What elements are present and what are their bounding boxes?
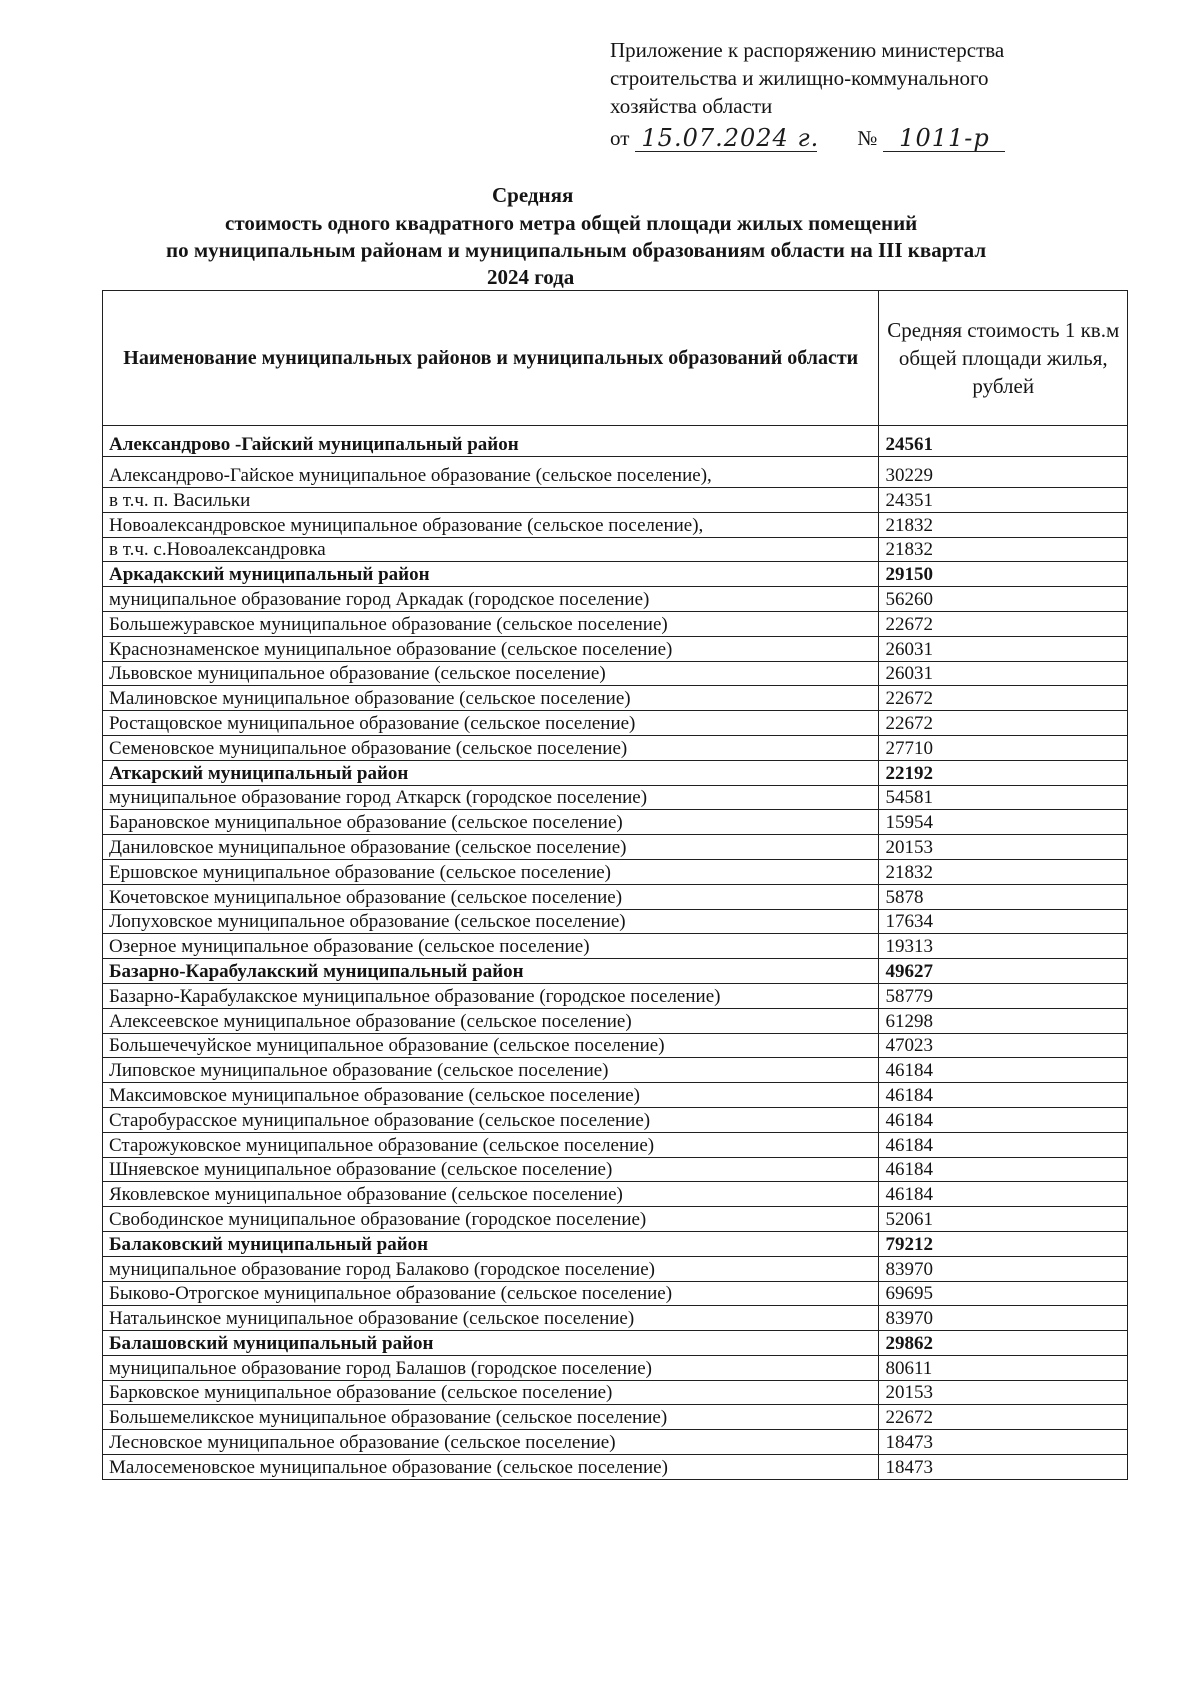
row-name-cell: Семеновское муниципальное образование (сельское поселение) [103,735,879,760]
table-row [103,1207,1128,1232]
row-value-cell: 24351 [879,488,1128,513]
table-row-district [103,426,1128,457]
table-row [103,1083,1128,1108]
table-row [103,983,1128,1008]
row-value-cell: 29862 [879,1331,1128,1356]
row-name-cell: Балаковский муниципальный район [103,1231,879,1256]
row-value-cell: 19313 [879,934,1128,959]
number-label: № [857,126,878,150]
table-body [103,426,1128,1480]
table-row [103,636,1128,661]
table-row [103,661,1128,686]
row-name-cell: Базарно-Карабулакское муниципальное образование (городское поселение) [103,983,879,1008]
table-row [103,884,1128,909]
row-name-cell: Малосеменовское муниципальное образование (сельское поселение) [103,1455,879,1480]
row-name-cell: Большежуравское муниципальное образование (сельское поселение) [103,611,879,636]
row-name-cell: Аткарский муниципальный район [103,760,879,785]
row-value-cell: 46184 [879,1182,1128,1207]
row-name-cell: Алексеевское муниципальное образование (сельское поселение) [103,1008,879,1033]
table-row-district [103,1231,1128,1256]
row-value-cell: 27710 [879,735,1128,760]
header-name-column: Наименование муниципальных районов и муниципальных образований области [103,291,879,426]
row-value-cell: 69695 [879,1281,1128,1306]
row-value-cell: 22672 [879,611,1128,636]
table-row [103,537,1128,562]
table-row [103,909,1128,934]
table-row-district [103,959,1128,984]
table-row [103,512,1128,537]
row-name-cell: Свободинское муниципальное образование (городское поселение) [103,1207,879,1232]
row-name-cell: Максимовское муниципальное образование (сельское поселение) [103,1083,879,1108]
row-value-cell: 30229 [879,457,1128,488]
table-row [103,1107,1128,1132]
row-name-cell: Большечечуйское муниципальное образование (сельское поселение) [103,1033,879,1058]
row-name-cell: муниципальное образование город Балаково (городское поселение) [103,1256,879,1281]
row-name-cell: в т.ч. п. Васильки [103,488,879,513]
table-row [103,587,1128,612]
row-value-cell: 22672 [879,686,1128,711]
row-name-cell: муниципальное образование город Аркадак (городское поселение) [103,587,879,612]
row-value-cell: 15954 [879,810,1128,835]
row-value-cell: 18473 [879,1455,1128,1480]
table-header-row [103,291,1128,426]
table-row [103,934,1128,959]
row-name-cell: Ростащовское муниципальное образование (сельское поселение) [103,711,879,736]
row-name-cell: Липовское муниципальное образование (сельское поселение) [103,1058,879,1083]
annex-line-3: хозяйства области [610,94,773,118]
row-name-cell: Львовское муниципальное образование (сельское поселение) [103,661,879,686]
row-value-cell: 49627 [879,959,1128,984]
table-row [103,1380,1128,1405]
row-value-cell: 83970 [879,1306,1128,1331]
row-name-cell: Большемеликское муниципальное образование (сельское поселение) [103,1405,879,1430]
row-value-cell: 54581 [879,785,1128,810]
annex-block [610,36,1130,152]
row-name-cell: Александрово-Гайское муниципальное образование (сельское поселение), [103,457,879,488]
row-name-cell: Аркадакский муниципальный район [103,562,879,587]
row-value-cell: 22192 [879,760,1128,785]
annex-line-1: Приложение к распоряжению министерства [610,38,1005,62]
row-name-cell: Ершовское муниципальное образование (сельское поселение) [103,859,879,884]
from-label: от [610,126,630,150]
row-value-cell: 47023 [879,1033,1128,1058]
row-name-cell: Лесновское муниципальное образование (сельское поселение) [103,1430,879,1455]
row-value-cell: 22672 [879,1405,1128,1430]
row-value-cell: 58779 [879,983,1128,1008]
row-value-cell: 26031 [879,661,1128,686]
row-value-cell: 24561 [879,426,1128,457]
table-row [103,1008,1128,1033]
row-value-cell: 46184 [879,1083,1128,1108]
table-row [103,686,1128,711]
row-name-cell: Озерное муниципальное образование (сельское поселение) [103,934,879,959]
table-row [103,735,1128,760]
row-name-cell: муниципальное образование город Балашов (городское поселение) [103,1355,879,1380]
row-name-cell: Старожуковское муниципальное образование (сельское поселение) [103,1132,879,1157]
row-value-cell: 5878 [879,884,1128,909]
header-value-column: Средняя стоимость 1 кв.м общей площади жилья, рублей [879,291,1128,426]
table-row [103,1256,1128,1281]
table-row [103,611,1128,636]
row-value-cell: 21832 [879,537,1128,562]
row-name-cell: Малиновское муниципальное образование (сельское поселение) [103,686,879,711]
row-name-cell: Лопуховское муниципальное образование (сельское поселение) [103,909,879,934]
cost-table [102,290,1128,1480]
row-name-cell: Даниловское муниципальное образование (сельское поселение) [103,835,879,860]
row-value-cell: 21832 [879,859,1128,884]
row-name-cell: Быково-Отрогское муниципальное образование (сельское поселение) [103,1281,879,1306]
handwritten-date: 15.07.2024 г. [635,125,817,152]
row-value-cell: 52061 [879,1207,1128,1232]
table-row [103,1132,1128,1157]
row-value-cell: 26031 [879,636,1128,661]
table-row [103,1430,1128,1455]
row-value-cell: 22672 [879,711,1128,736]
title-line-1: Средняя [492,183,574,207]
table-row [103,1306,1128,1331]
table-row-district [103,760,1128,785]
annex-date-number-line [610,124,1130,152]
table-row [103,711,1128,736]
title-line-2: стоимость одного квадратного метра общей площади жилых помещений [225,211,918,235]
row-name-cell: Александрово -Гайский муниципальный район [103,426,879,457]
table-row [103,1455,1128,1480]
row-value-cell: 56260 [879,587,1128,612]
row-name-cell: Натальинское муниципальное образование (сельское поселение) [103,1306,879,1331]
row-name-cell: Базарно-Карабулакский муниципальный район [103,959,879,984]
handwritten-number: 1011-р [883,125,1005,152]
row-name-cell: Кочетовское муниципальное образование (сельское поселение) [103,884,879,909]
row-name-cell: Новоалександровское муниципальное образование (сельское поселение), [103,512,879,537]
row-value-cell: 83970 [879,1256,1128,1281]
table-row [103,488,1128,513]
row-name-cell: Барковское муниципальное образование (сельское поселение) [103,1380,879,1405]
table-row [103,859,1128,884]
table-row [103,1058,1128,1083]
row-name-cell: Яковлевское муниципальное образование (сельское поселение) [103,1182,879,1207]
table-row [103,1182,1128,1207]
table-row [103,1157,1128,1182]
table-row [103,1033,1128,1058]
row-name-cell: Барановское муниципальное образование (сельское поселение) [103,810,879,835]
row-value-cell: 46184 [879,1157,1128,1182]
table-row [103,1405,1128,1430]
table-row [103,835,1128,860]
row-name-cell: Краснознаменское муниципальное образование (сельское поселение) [103,636,879,661]
row-value-cell: 20153 [879,835,1128,860]
table-row-district [103,562,1128,587]
table-row [103,1355,1128,1380]
row-value-cell: 17634 [879,909,1128,934]
row-value-cell: 46184 [879,1132,1128,1157]
row-name-cell: муниципальное образование город Аткарск (городское поселение) [103,785,879,810]
row-value-cell: 21832 [879,512,1128,537]
annex-line-2: строительства и жилищно-коммунального [610,66,989,90]
table-row [103,457,1128,488]
row-value-cell: 46184 [879,1107,1128,1132]
title-line-3: по муниципальным районам и муниципальным образованиям области на III квартал [166,238,987,262]
row-name-cell: Шняевское муниципальное образование (сельское поселение) [103,1157,879,1182]
row-value-cell: 20153 [879,1380,1128,1405]
table-row [103,1281,1128,1306]
row-value-cell: 18473 [879,1430,1128,1455]
row-value-cell: 80611 [879,1355,1128,1380]
row-value-cell: 61298 [879,1008,1128,1033]
row-value-cell: 79212 [879,1231,1128,1256]
row-name-cell: в т.ч. с.Новоалександровка [103,537,879,562]
row-name-cell: Балашовский муниципальный район [103,1331,879,1356]
row-value-cell: 46184 [879,1058,1128,1083]
row-value-cell: 29150 [879,562,1128,587]
row-name-cell: Старобурасское муниципальное образование (сельское поселение) [103,1107,879,1132]
table-row [103,810,1128,835]
table-row-district [103,1331,1128,1356]
table-row [103,785,1128,810]
title-line-4: 2024 года [487,265,575,289]
